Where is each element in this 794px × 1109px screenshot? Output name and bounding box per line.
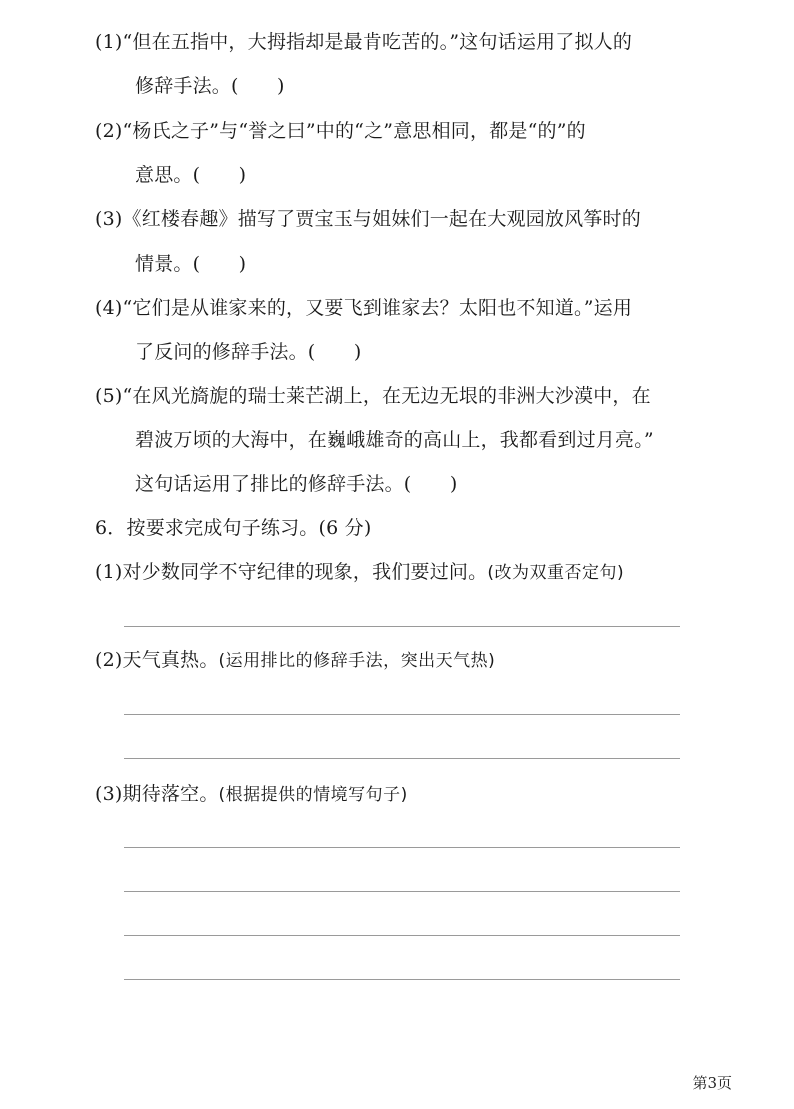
q6-sub1-prompt: (1)对少数同学不守纪律的现象，我们要过问。 <box>95 561 488 583</box>
item-3-line-2: 情景。( ) <box>135 253 247 275</box>
item-1-line-2: 修辞手法。( ) <box>135 75 285 97</box>
answer-line[interactable] <box>124 847 680 848</box>
item-5-line-1: (5)“在风光旖旎的瑞士莱芒湖上，在无边无垠的非洲大沙漠中，在 <box>95 385 651 407</box>
q6-sub2 <box>95 648 495 673</box>
item-3-line-1: (3)《红楼春趣》描写了贾宝玉与姐妹们一起在大观园放风筝时的 <box>95 208 641 230</box>
answer-line[interactable] <box>124 891 680 892</box>
item-2-line-1: (2)“杨氏之子”与“誉之曰”中的“之”意思相同，都是“的”的 <box>95 120 586 142</box>
q6-sub3 <box>95 782 408 807</box>
question-6-heading: 6．按要求完成句子练习。(6 分) <box>95 517 372 539</box>
answer-line[interactable] <box>124 758 680 759</box>
q6-sub2-prompt: (2)天气真热。 <box>95 649 219 671</box>
item-5-line-2: 碧波万顷的大海中，在巍峨雄奇的高山上，我都看到过月亮。” <box>135 429 654 451</box>
answer-line[interactable] <box>124 935 680 936</box>
item-1-line-1: (1)“但在五指中，大拇指却是最肯吃苦的。”这句话运用了拟人的 <box>95 31 633 53</box>
q6-sub2-instruction: (运用排比的修辞手法，突出天气热) <box>218 651 496 671</box>
page-number: 第3页 <box>692 1074 732 1092</box>
answer-line[interactable] <box>124 979 680 980</box>
item-2-line-2: 意思。( ) <box>135 164 247 186</box>
item-5-line-3: 这句话运用了排比的修辞手法。( ) <box>135 473 458 495</box>
item-4-line-1: (4)“它们是从谁家来的，又要飞到谁家去？太阳也不知道。”运用 <box>95 297 633 319</box>
item-4-line-2: 了反问的修辞手法。( ) <box>135 341 362 363</box>
q6-sub1-instruction: (改为双重否定句) <box>487 563 625 583</box>
q6-sub3-instruction: (根据提供的情境写句子) <box>218 785 408 805</box>
answer-line[interactable] <box>124 626 680 627</box>
q6-sub3-prompt: (3)期待落空。 <box>95 783 219 805</box>
answer-line[interactable] <box>124 714 680 715</box>
q6-sub1 <box>95 560 624 585</box>
